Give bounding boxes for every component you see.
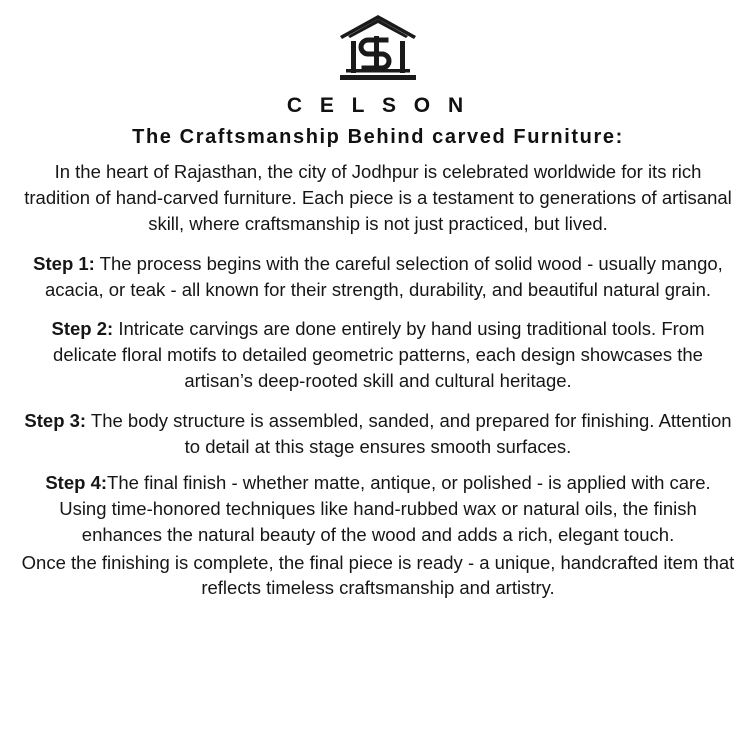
brand-name: C E L S O N <box>286 94 470 117</box>
step-text-2: Intricate carvings are done entirely by hand using traditional tools. From delicate floral motifs to detailed geometric patterns, each design showcases the artisan’s deep-rooted skill and cultural heritage. <box>53 318 705 392</box>
page-title: The Craftsmanship Behind carved Furniture: <box>132 126 624 148</box>
step-text-4: The final finish - whether matte, antique, or polished - is applied with care. Using time-honored techniques like hand-rubbed wax or natural oils, the finish enhances the natural beauty of the wood and adds a rich, elegant touch. <box>59 471 711 545</box>
step-label-1: Step 1: <box>33 252 95 274</box>
step-text-1: The process begins with the careful selection of solid wood - usually mango, acacia, or teak - all known for their strength, durability, and beautiful natural grain. <box>44 252 723 300</box>
step-paragraph-2 <box>20 316 736 394</box>
intro-paragraph: In the heart of Rajasthan, the city of Jodhpur is celebrated worldwide for its rich tradition of hand-carved furniture. Each piece is a testament to generations of artisanal skill, where craftsmanship is not just practiced, but lived. <box>24 161 732 234</box>
step-paragraph-1 <box>20 251 736 303</box>
step-paragraph-4 <box>20 470 736 548</box>
step-label-3: Step 3: <box>24 410 87 432</box>
celson-monogram-icon <box>330 10 426 88</box>
closing-paragraph: Once the finishing is complete, the final piece is ready - a unique, handcrafted item that reflects timeless craftsmanship and artistry. <box>21 551 735 599</box>
step-text-3: The body structure is assembled, sanded, and prepared for finishing. Attention to detail at this stage ensures smooth surfaces. <box>86 410 732 458</box>
brand-logo <box>330 10 426 88</box>
step-paragraph-3 <box>20 408 736 460</box>
step-label-4: Step 4: <box>45 471 108 493</box>
step-label-2: Step 2: <box>51 318 114 340</box>
